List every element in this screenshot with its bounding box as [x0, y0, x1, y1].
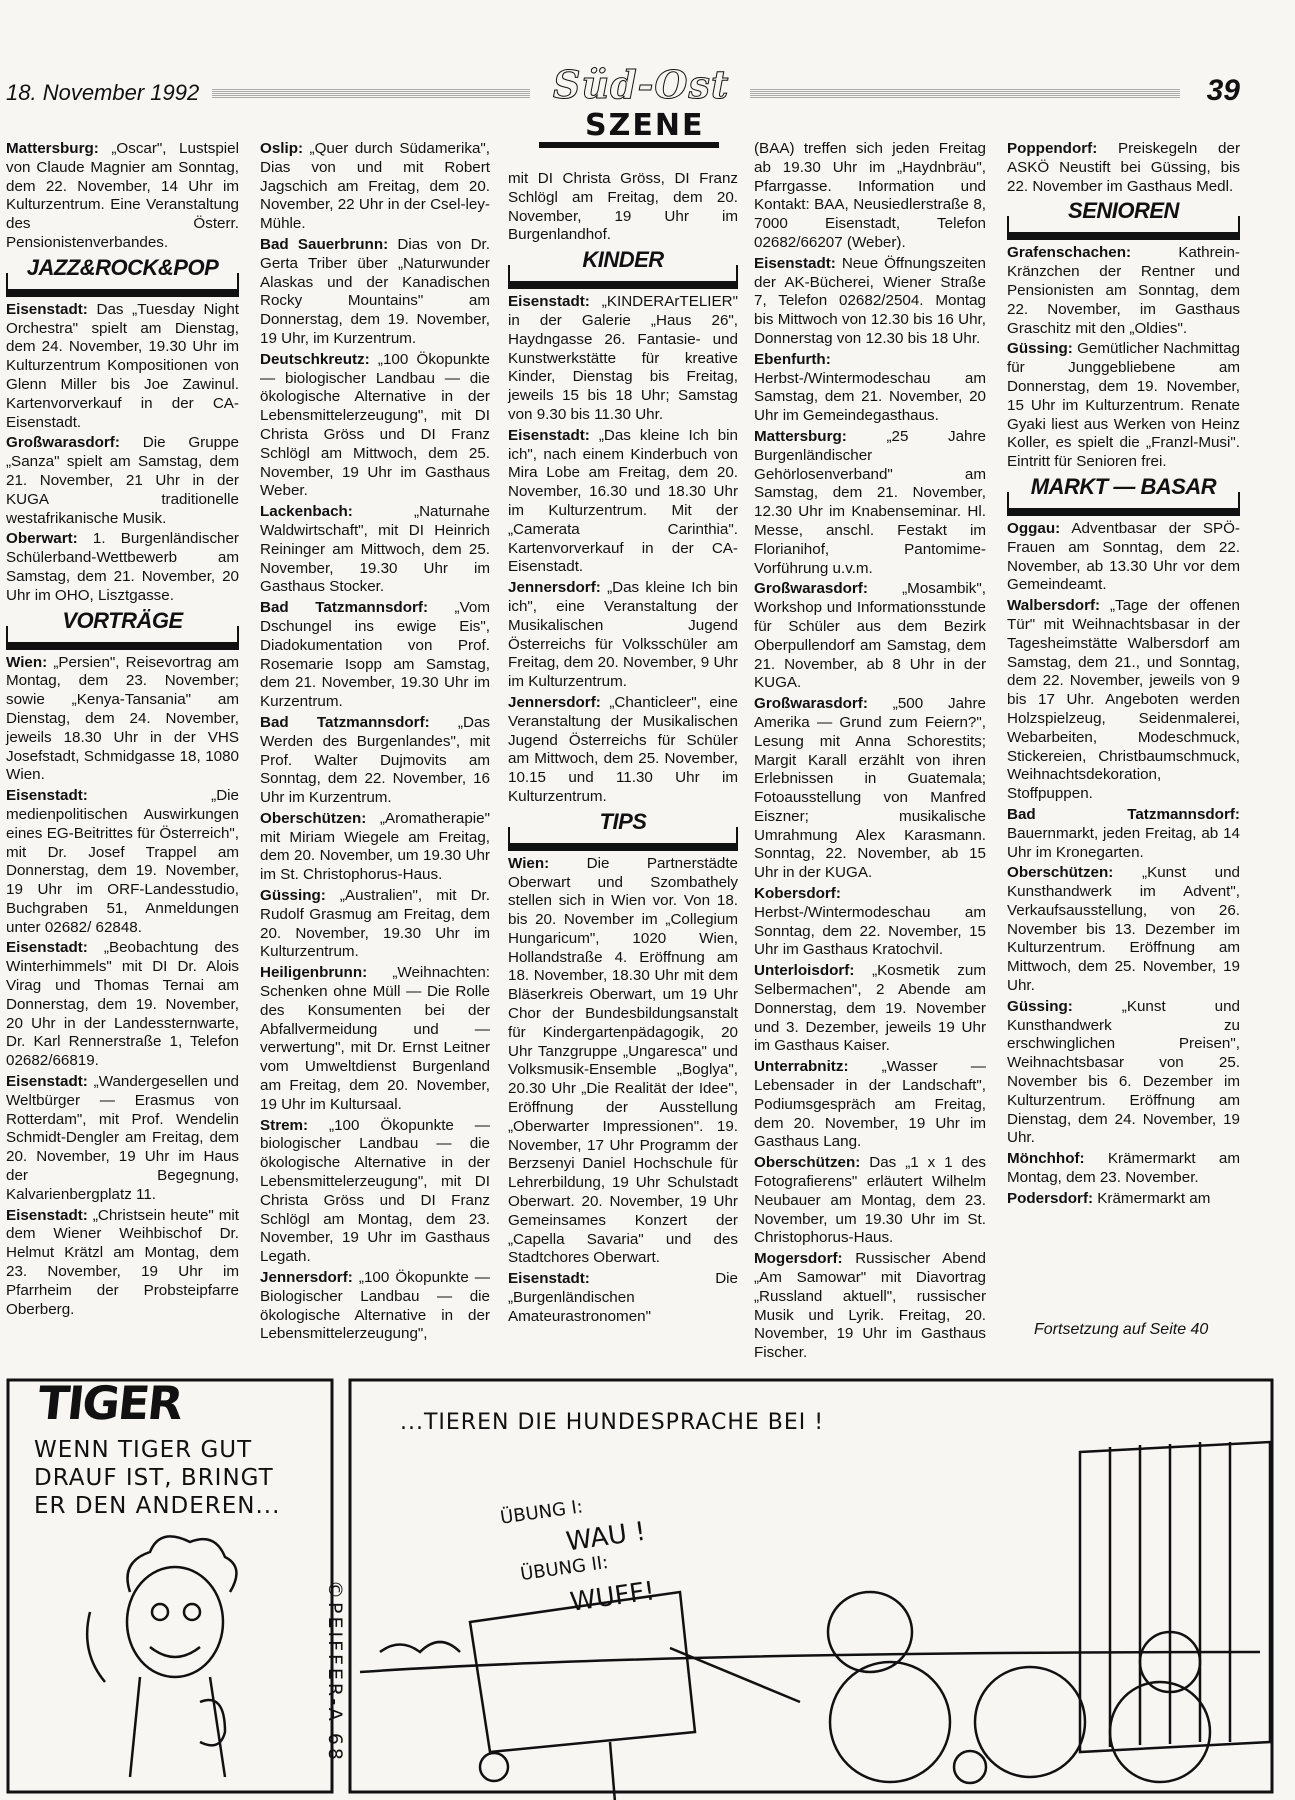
listing-place: Oberschützen:	[1007, 864, 1114, 882]
listing-place: Heiligenbrunn:	[260, 964, 368, 982]
listing-text: „500 Jahre Amerika — Grund zum Feiern?", Lesung mit Anna Schorestits; Margit Karall erzählt von ihren Erlebnissen in Guatemala; Fotoausstellung von Manfred Eiszner; musikalische Umrahmung Alex Karasmann. Sonntag, 22. November, ab 15 Uhr in der KUGA.	[754, 695, 986, 882]
listing-place: Jennersdorf:	[508, 693, 601, 711]
listing-place: Bad Tatzmannsdorf:	[260, 713, 430, 731]
listing-text: „Oscar", Lustspiel von Claude Magnier am Sonntag, dem 22. November, 14 Uhr im Kulturzentrum. Eine Veranstaltung des Österr. Pensionistenverbandes.	[6, 140, 239, 251]
listing	[754, 140, 986, 253]
listing	[6, 530, 239, 605]
listing-text: „Australien", mit Dr. Rudolf Grasmug am Freitag, dem 20. November, 19.30 Uhr im Kulturzentrum.	[260, 887, 490, 961]
listing-text: Die „Burgenländischen Amateurastronomen"	[508, 1270, 738, 1325]
listing	[754, 1154, 986, 1248]
listing	[6, 939, 239, 1071]
listing-place: Grafenschachen:	[1007, 244, 1132, 262]
listing-place: Güssing:	[1007, 997, 1073, 1015]
listing	[754, 962, 986, 1056]
comic-scene-illustration	[360, 1442, 1270, 1800]
listing	[260, 810, 490, 885]
section-heading-markt: MARKT — BASAR	[1025, 478, 1222, 497]
listing	[260, 599, 490, 712]
listing-place: Oberwart:	[6, 530, 78, 548]
listing-place: Oberschützen:	[260, 809, 367, 827]
section-heading-vortraege: VORTRÄGE	[56, 612, 188, 631]
listing-text: „Vom Dschungel ins ewige Eis", Diadokumentation von Prof. Rosemarie Isopp am Samstag, dem 21. November, 19.30 Uhr im Kurzentrum.	[260, 599, 490, 711]
listing-text: „Aromatherapie" mit Miriam Wiegele am Freitag, dem 20. November, um 19.30 Uhr im St. Christophorus-Haus.	[260, 809, 490, 884]
section-heading	[6, 607, 239, 644]
listing-place: Unterrabnitz:	[754, 1058, 849, 1076]
listing-text: „Wandergesellen und Weltbürger — Erasmus von Rotterdam", mit Prof. Wendelin Schmidt-Dengler am Freitag, dem 20. November, 19 Uhr im Haus der Begegnung, Kalvarienbergplatz 11.	[6, 1073, 239, 1203]
listing-text: „Tage der offenen Tür" mit Weihnachtsbasar in der Tagesheimstätte Walbersdorf am Samstag, dem 21., und Sonntag, dem 22. November, jeweils von 9 bis 17 Uhr. Angeboten werden Holzspielzeug, Seidenmalerei, Webarbeiten, Modeschmuck, Stickereien, Christbaumschmuck, Weihnachtsdekoration, Stoffpuppen.	[1007, 597, 1240, 803]
listing-text: „Naturnahe Waldwirtschaft", mit DI Heinrich Reininger am Mittwoch, dem 25. November, 19.30 Uhr im Gasthaus Stocker.	[260, 503, 490, 596]
listing-place: Mogersdorf:	[754, 1250, 843, 1268]
logo-line2: SZENE	[585, 108, 705, 143]
listing	[508, 170, 738, 245]
listing-text: „Das kleine Ich bin ich", nach einem Kinderbuch von Mira Lobe am Freitag, dem 20. November, 16.30 und 18.30 Uhr im Kulturzentrum. Mit der „Camerata Carinthia". Kartenvorverkauf in der CA-Eisenstadt.	[508, 426, 738, 576]
section-heading	[508, 247, 738, 283]
listing-place: Eisenstadt:	[508, 1270, 590, 1288]
listing-place: Bad Tatzmannsdorf:	[260, 599, 429, 617]
listing	[260, 351, 490, 501]
listing-place: Großwarasdorf:	[754, 695, 868, 713]
listing-text: „100 Ökopunkte — biologischer Landbau — die ökologische Alternative in der Lebensmittelerzeugung", mit DI Christa Gröss und DI Franz Schlögl am Mittwoch, dem 25. November, 19 Uhr im Gasthaus Weber.	[260, 350, 490, 500]
listing-text: (BAA) treffen sich jeden Freitag ab 19.30 Uhr im „Haydnbräu", Pfarrgasse. Information und Kontakt: BAA, Neusiedlerstraße 8, 7000 Eisenstadt, Telefon 02682/66207 (Weber).	[754, 140, 986, 251]
listing-place: Kobersdorf:	[754, 885, 841, 903]
comic-panel-2	[350, 1380, 1272, 1792]
listing-text: Preiskegeln der ASKÖ Neustift bei Güssing, bis 22. November im Gasthaus Medl.	[1007, 140, 1240, 195]
listing-text: „Wasser — Lebensader in der Landschaft", Podiumsgespräch am Freitag, dem 20. November, 19 Uhr im Gasthaus Lang.	[754, 1058, 986, 1151]
listing-text: „100 Ökopunkte — Biologischer Landbau — die ökologische Alternative in der Lebensmittelerzeugung",	[260, 1269, 490, 1343]
listing-text: Bauernmarkt, jeden Freitag, ab 14 Uhr im Kronegarten.	[1007, 824, 1240, 861]
comic-caption-right: ...TIEREN DIE HUNDESPRACHE BEI !	[400, 1410, 825, 1435]
section-heading	[508, 808, 738, 845]
issue-date: 18. November 1992	[6, 80, 200, 105]
section-heading	[1007, 473, 1240, 510]
listing	[1007, 1150, 1240, 1188]
listing-place: Oggau:	[1007, 519, 1061, 537]
listing-place: Walbersdorf:	[1007, 597, 1101, 615]
listing-place: Bad Sauerbrunn:	[260, 235, 389, 253]
listing	[260, 140, 490, 234]
listing	[754, 580, 986, 693]
listing-text: „KINDERArTELIER" in der Galerie „Haus 26", Haydngasse 26. Fantasie- und Kunstwerkstätte für kreative Kinder, Dienstag bis Freitag, jeweils 15 bis 18 Uhr; Samstag von 9.30 bis 11.30 Uhr.	[508, 293, 738, 423]
listing-text: „Kunst und Kunsthandwerk zu erschwinglichen Preisen", Weihnachtsbasar von 25. November bis 6. Dezember im Kulturzentrum. Eröffnung am Dienstag, dem 24. November, 19 Uhr.	[1007, 997, 1240, 1147]
listing	[6, 301, 239, 433]
listing-text: „Beobachtung des Winterhimmels" mit DI Dr. Alois Virag und Thomas Ternai am Donnerstag, dem 19. November, 20 Uhr in der Landessternwarte, Dr. Karl Rennerstraße 1, Telefon 02682/66819.	[6, 939, 239, 1070]
listing	[508, 1270, 738, 1326]
listing-text: „Quer durch Südamerika", Dias von und mit Robert Jagschich am Freitag, dem 20. November, 22 Uhr in der Csel-ley-Mühle.	[260, 140, 490, 233]
listing-place: Poppendorf:	[1007, 140, 1098, 157]
listing-text: Herbst-/Wintermodeschau am Samstag, dem 21. November, 20 Uhr im Gemeindegasthaus.	[754, 369, 986, 425]
listing-text: „Kunst und Kunsthandwerk im Advent", Verkaufsausstellung, von 26. November bis 13. Dezember im Kulturzentrum. Eröffnung am Mittwoch, dem 25. November, 19 Uhr.	[1007, 864, 1240, 995]
listing-place: Jennersdorf:	[508, 579, 601, 597]
listing-text: 1. Burgenländischer Schülerband-Wettbewerb am Samstag, dem 21. November, 20 Uhr im OHO, Lisztgasse.	[6, 530, 239, 604]
listing	[260, 887, 490, 962]
listing-place: Wien:	[6, 653, 48, 671]
listing	[6, 654, 239, 786]
listing	[508, 579, 738, 692]
listing	[754, 885, 986, 960]
listing-place: Güssing:	[1007, 340, 1073, 358]
listing-text: Das „Tuesday Night Orchestra" spielt am Dienstag, dem 24. November, 19.30 Uhr im Kulturzentrum Kompositionen von Glenn Miller bis Joe Zawinul. Kartenvorverkauf in der CA-Eisenstadt.	[6, 300, 239, 431]
listing-place: Mattersburg:	[754, 427, 847, 445]
listing-text: Das „1 x 1 des Fotografierens" erläutert Wilhelm Neubauer am Montag, dem 23. November, um 19.30 Uhr im St. Christophorus-Haus.	[754, 1154, 986, 1247]
listing	[754, 255, 986, 349]
listing	[508, 855, 738, 1269]
listing	[1007, 806, 1240, 862]
listing-place: Eisenstadt:	[6, 787, 88, 805]
listing-text: Die Partnerstädte Oberwart und Szombathely stellen sich in Wien vor. Von 18. bis 20. November im „Collegium Hungaricum", 1020 Wien, Hollandstraße 4. Eröffnung am 18. November, 18.30 Uhr mit dem Bläserkreis Oberwart, um 19 Uhr Chor der Bundesbildungsanstalt für Kindergartenpädagogik, 20 Uhr Tanzgruppe „Ungaresca" und Volksmusik-Ensemble „Boglya", 20.30 Uhr „Die Realität der Idee", Eröffnung der Ausstellung „Oberwarter Impressionen". 19. November, 17 Uhr Programm der Berzsenyi Daniel Hochschule für Lehrerbildung, 19 Uhr Schulstadt Oberwart. 20. November, 19 Uhr Gemeinsames Konzert der „Capella Savaria" und des Stadtchores Oberwart.	[508, 854, 738, 1267]
sign-line2: WAU !	[564, 1516, 648, 1558]
sued-ost-szene-logo	[525, 62, 745, 162]
listing-place: Eisenstadt:	[6, 1073, 88, 1091]
column-4	[754, 140, 986, 1365]
listing	[1007, 864, 1240, 996]
listing-text: „Chanticleer", eine Veranstaltung der Musikalischen Jugend Österreichs für Schüler am Mittwoch, dem 25. November, 10.15 und 11.30 Uhr im Kulturzentrum.	[508, 693, 738, 805]
listing	[260, 1117, 490, 1267]
listing-place: Großwarasdorf:	[6, 434, 120, 452]
listing-place: Jennersdorf:	[260, 1269, 353, 1287]
listing-text: „100 Ökopunkte — biologischer Landbau — die ökologische Alternative in der Lebensmittelerzeugung", mit DI Christa Gröss und DI Franz Schlögl am Montag, dem 23. November, 19 Uhr im Gasthaus Legath.	[260, 1116, 490, 1266]
listing	[6, 1207, 239, 1320]
listing-place: Strem:	[260, 1116, 309, 1134]
listing	[508, 293, 738, 425]
listing	[1007, 1190, 1240, 1209]
listing-place: Podersdorf:	[1007, 1189, 1094, 1207]
listing-text: „Persien", Reisevortrag am Montag, dem 23. November; sowie „Kenya-Tansania" am Dienstag, dem 24. November, jeweils 18.30 Uhr in der VHS Josefstadt, Schmidgasse 18, 1080 Wien.	[6, 653, 239, 784]
listing-place: Oberschützen:	[754, 1154, 861, 1172]
sign-line1: ÜBUNG I:	[498, 1496, 585, 1529]
listing	[754, 1250, 986, 1363]
listing-text: Krämermarkt am Montag, dem 23. November.	[1007, 1150, 1240, 1187]
sign-line3: ÜBUNG II:	[518, 1551, 610, 1586]
comic-caption-left: WENN TIGER GUT DRAUF IST, BRINGT ER DEN ANDEREN...	[34, 1437, 281, 1519]
listing	[754, 351, 986, 426]
listing-place: Eisenstadt:	[508, 293, 590, 311]
listing-text: Adventbasar der SPÖ-Frauen am Sonntag, dem 22. November, ab 13.30 Uhr vor dem Gemeindeamt.	[1007, 519, 1240, 594]
comic-copyright: ©PEIFFER-A 68	[324, 1580, 346, 1764]
listing-text: „25 Jahre Burgenländischer Gehörlosenverband" am Samstag, dem 21. November, 12.30 Uhr im Knabenseminar. Hl. Messe, anschl. Festakt im Florianihof, Pantomime-Vorführung u.v.m.	[754, 427, 986, 577]
listing	[1007, 597, 1240, 804]
listing	[260, 503, 490, 597]
listing-place: Mönchhof:	[1007, 1150, 1085, 1168]
listing-place: Mattersburg:	[6, 140, 99, 157]
column-1	[6, 140, 239, 1321]
listing-text: Kathrein-Kränzchen der Rentner und Pensionisten am Sonntag, dem 22. November, im Gasthaus Graschitz mit den „Oldies".	[1007, 244, 1240, 337]
section-heading-jazz: JAZZ&ROCK&POP	[21, 259, 225, 278]
column-3	[508, 170, 738, 1329]
page-number: 39	[1206, 74, 1240, 107]
listing-place: Eisenstadt:	[6, 939, 88, 957]
listing-place: Unterloisdorf:	[754, 962, 855, 980]
listing-text: „Christsein heute" mit dem Wiener Weihbischof Dr. Helmut Krätzl am Montag, dem 23. November, 19 Uhr im Pfarrheim der Probsteipfarre Oberberg.	[6, 1206, 239, 1318]
listing	[1007, 998, 1240, 1148]
listing	[260, 714, 490, 808]
listing-text: Herbst-/Wintermodeschau am Sonntag, dem 22. November, 15 Uhr im Gasthaus Kratochvil.	[754, 903, 986, 959]
listing-text: „Das kleine Ich bin ich", eine Veranstaltung der Musikalischen Jugend Österreichs für Volksschüler am Freitag, dem 20. November, 9 Uhr im Kulturzentrum.	[508, 579, 738, 691]
section-heading-kinder: KINDER	[576, 251, 669, 270]
column-5	[1007, 140, 1240, 1211]
listing-place: Eisenstadt:	[754, 254, 836, 272]
column-2	[260, 140, 490, 1346]
listing-place: Eisenstadt:	[508, 426, 590, 444]
listing-place: Oslip:	[260, 140, 304, 157]
listing-text: Dias von Dr. Gerta Triber über „Naturwunder Alaskas und der Kanadischen Rocky Mountains" am Donnerstag, dem 19. November, 19 Uhr, im Kurzentrum.	[260, 235, 491, 347]
listing	[260, 1269, 490, 1344]
listing-text: „Das Werden des Burgenlandes", mit Prof. Walter Dujmovits am Sonntag, dem 22. November, 16 Uhr im Kurzentrum.	[260, 713, 490, 807]
listing	[6, 1073, 239, 1205]
section-heading	[6, 254, 239, 291]
listing	[1007, 140, 1240, 196]
listing-text: „Die medienpolitischen Auswirkungen eines EG-Beitrittes für Österreich", mit Dr. Josef Trappel am Donnerstag, dem 19. November, 19 Uhr im ORF-Landesstudio, Buchgraben 51, Anmeldungen unter 02682/ 62848.	[6, 787, 239, 936]
continuation-note: Fortsetzung auf Seite 40	[1034, 1321, 1209, 1338]
listing-text: Krämermarkt am	[1093, 1189, 1211, 1207]
section-heading-tips: TIPS	[594, 813, 653, 832]
logo-line1: Süd-Ost	[553, 62, 730, 107]
listing-text: „Weihnachten: Schenken ohne Müll — Die Rolle des Konsumenten bei der Abfallvermeidung und —verwertung", mit Dr. Ernst Leitner vom Umweltdienst Burgenland am Freitag, dem 20. November, 19 Uhr im Kultursaal.	[260, 964, 490, 1113]
listing	[6, 140, 239, 253]
listing	[1007, 244, 1240, 338]
listing	[6, 434, 239, 528]
listing-place: Bad Tatzmannsdorf:	[1007, 805, 1240, 823]
listing-text: mit DI Christa Gröss, DI Franz Schlögl am Freitag, dem 20. November, 19 Uhr im Burgenlandhof.	[508, 170, 738, 244]
sign-line4: WUFF!	[568, 1576, 657, 1618]
listing-place: Deutschkreutz:	[260, 350, 370, 368]
listing-place: Güssing:	[260, 887, 326, 905]
listing-place: Ebenfurth:	[754, 350, 831, 368]
listing-place: Eisenstadt:	[6, 300, 88, 318]
listing-text: Gemütlicher Nachmittag für Junggebliebene am Donnerstag, dem 19. November, 15 Uhr im Kulturzentrum. Renate Gyaki liest aus Werken von Heinz Koller, es spielt die „Franzl-Musi". Eintritt für Senioren frei.	[1007, 340, 1240, 471]
tiger-character-illustration	[87, 1536, 236, 1777]
listing	[754, 1058, 986, 1152]
listing-text: „Mosambik", Workshop und Informationsstunde für Schüler aus dem Bezirk Oberpullendorf am Samstag, dem 21. November, ab 8 Uhr in der KUGA.	[754, 580, 986, 692]
comic-title: TIGER	[35, 1376, 184, 1430]
listing	[260, 236, 490, 349]
listing-place: Wien:	[508, 854, 550, 872]
listing-text: Russischer Abend „Am Samowar" mit Diavortrag „Russland aktuell", russischer Musik und Lyrik. Freitag, 20. November, 19 Uhr im Gasthaus Fischer.	[754, 1250, 986, 1362]
listing-text: „Kosmetik zum Selbermachen", 2 Abende am Donnerstag, dem 19. November und 3. Dezember, jeweils 19 Uhr im Gasthaus Kaiser.	[754, 962, 986, 1055]
listing-text: Neue Öffnungszeiten der AK-Bücherei, Wiener Straße 7, Telefon 02682/2504. Montag bis Mittwoch von 12.30 bis 16 Uhr, Donnerstag von 12.30 bis 18 Uhr.	[754, 254, 986, 347]
section-heading-senioren: SENIOREN	[1062, 202, 1185, 221]
section-heading	[1007, 198, 1240, 234]
listing	[1007, 340, 1240, 472]
listing-text: Die Gruppe „Sanza" spielt am Samstag, dem 21. November, 21 Uhr in der KUGA traditionelle westafrikanische Musik.	[6, 434, 239, 527]
listing	[260, 964, 490, 1114]
listing	[754, 428, 986, 578]
listing	[754, 695, 986, 883]
header-rule-right	[750, 88, 1180, 98]
listing	[508, 427, 738, 577]
listing-place: Großwarasdorf:	[754, 580, 868, 598]
listing	[1007, 520, 1240, 595]
listing-place: Lackenbach:	[260, 503, 353, 521]
listing	[508, 694, 738, 807]
listing-place: Eisenstadt:	[6, 1206, 88, 1224]
header-rule-left	[212, 88, 530, 98]
listing	[6, 787, 239, 937]
